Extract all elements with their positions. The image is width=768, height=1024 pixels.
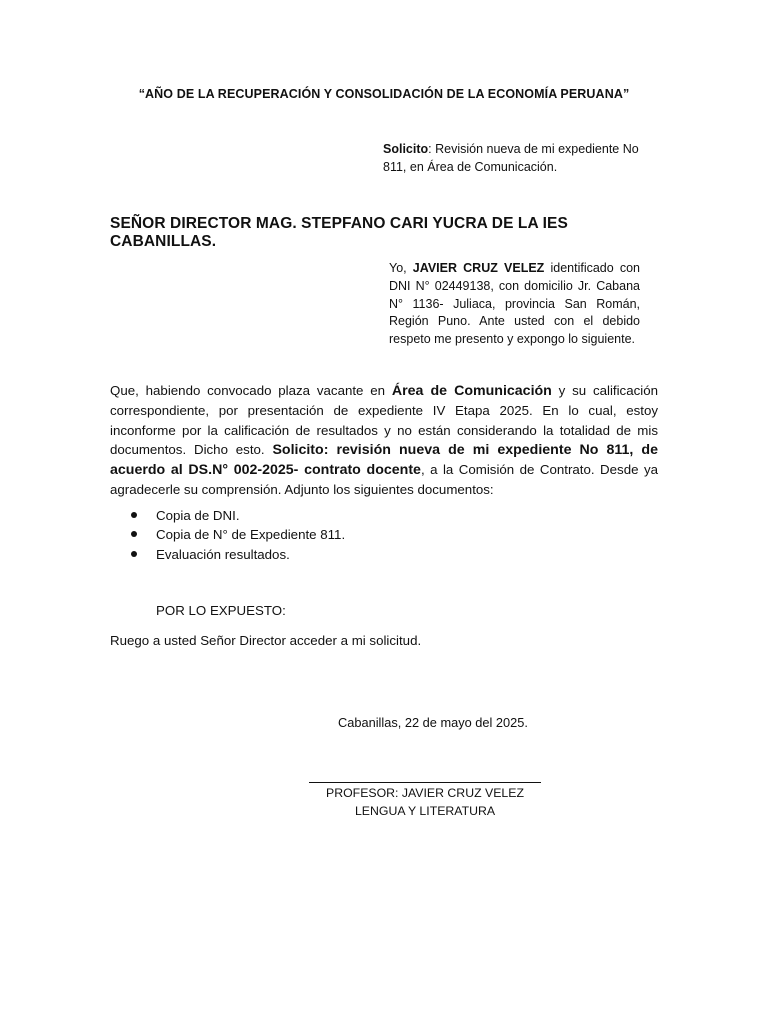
signatory-role: LENGUA Y LITERATURA: [354, 804, 496, 818]
por-lo-expuesto: POR LO EXPUESTO:: [156, 603, 286, 618]
bullet-icon: [131, 531, 137, 537]
area-name: Área de Comunicación: [391, 383, 552, 399]
list-item: [110, 506, 610, 525]
attachments-list: [110, 506, 610, 564]
attachment-label: Copia de DNI.: [156, 508, 240, 523]
list-item: [110, 525, 610, 544]
bullet-icon: [131, 551, 137, 557]
signature-line: [309, 782, 541, 783]
request-statement: Solicito: revisión nueva de mi expediente No 811, de acuerdo al DS.N° 002-2025- contrato docente: [110, 441, 658, 479]
request-body: [110, 381, 658, 500]
list-item: [110, 545, 610, 564]
attachment-label: Copia de N° de Expediente 811.: [156, 527, 346, 543]
applicant-name: JAVIER CRUZ VELEZ: [412, 261, 545, 275]
addressee-heading: SEÑOR DIRECTOR MAG. STEPFANO CARI YUCRA DE LA IES CABANILLAS.: [110, 215, 568, 250]
body-part-1: Que, habiendo convocado plaza vacante en: [110, 383, 392, 398]
solicito-summary: [383, 140, 645, 176]
solicito-label: Solicito: [383, 142, 429, 156]
intro-prefix: Yo,: [389, 261, 413, 275]
body-part-3: , a la Comisión de Contrato. Desde ya agradecerle su comprensión. Adjunto los siguientes documentos:: [110, 462, 658, 498]
closing-request: Ruego a usted Señor Director acceder a mi solicitud.: [110, 633, 422, 648]
applicant-intro: [389, 260, 640, 349]
date-place: Cabanillas, 22 de mayo del 2025.: [338, 715, 528, 730]
intro-details: identificado con DNI N° 02449138, con domicilio Jr. Cabana N° 1136- Juliaca, provincia San Román, Región Puno. Ante usted con el debido respeto me presento y expongo lo siguiente.: [389, 261, 641, 347]
solicito-text: : Revisión nueva de mi expediente No 811, en Área de Comunicación.: [383, 142, 639, 174]
signatory-name: PROFESOR: JAVIER CRUZ VELEZ: [326, 786, 524, 800]
year-motto: “AÑO DE LA RECUPERACIÓN Y CONSOLIDACIÓN DE LA ECONOMÍA PERUANA”: [138, 87, 630, 101]
body-part-2: y su calificación correspondiente, por presentación de expediente IV Etapa 2025. En lo cual, estoy inconforme por la calificación de resultados y no están considerando la totalidad de mis documentos. Dicho esto.: [110, 383, 658, 457]
attachment-label: Evaluación resultados.: [156, 546, 290, 562]
bullet-icon: [131, 512, 137, 518]
